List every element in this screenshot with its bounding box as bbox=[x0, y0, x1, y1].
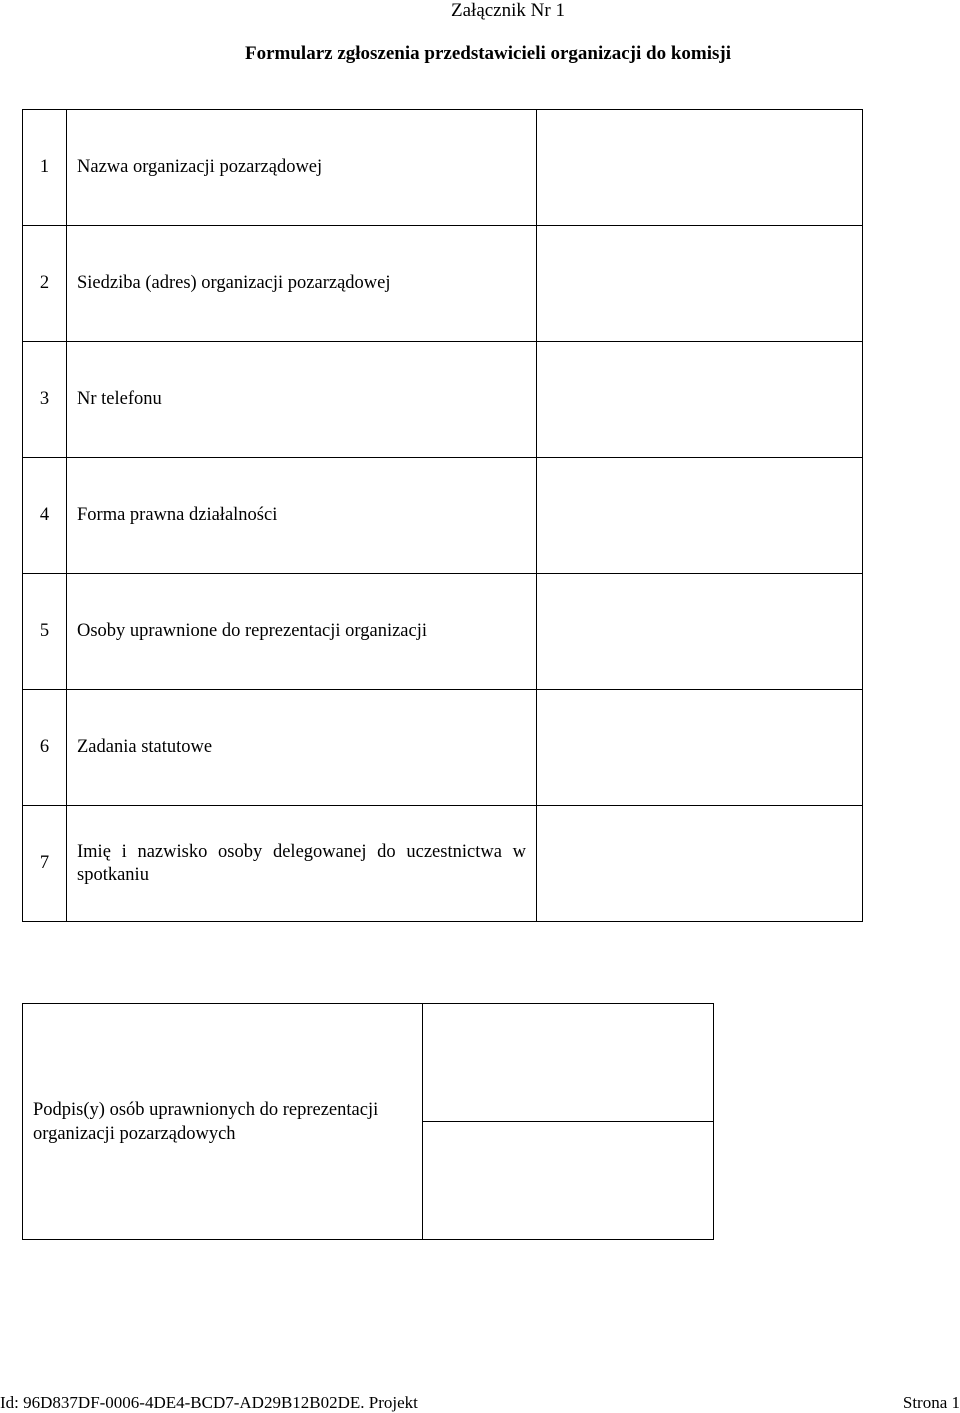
row-number: 3 bbox=[23, 342, 67, 458]
row-label: Forma prawna działalności bbox=[67, 458, 537, 574]
form-row-representatives bbox=[23, 574, 863, 690]
registration-form-table bbox=[22, 109, 863, 922]
form-row-delegate bbox=[23, 806, 863, 922]
row-number: 1 bbox=[23, 110, 67, 226]
row-label: Zadania statutowe bbox=[67, 690, 537, 806]
page-number: Strona 1 bbox=[902, 1393, 960, 1412]
row-label: Nazwa organizacji pozarządowej bbox=[67, 110, 537, 226]
row-number: 6 bbox=[23, 690, 67, 806]
signature-box-1[interactable] bbox=[423, 1004, 714, 1122]
row-label: Nr telefonu bbox=[67, 342, 537, 458]
row-number: 2 bbox=[23, 226, 67, 342]
form-title: Formularz zgłoszenia przedstawicieli organizacji do komisji bbox=[245, 43, 731, 64]
row-label: Osoby uprawnione do reprezentacji organizacji bbox=[67, 574, 537, 690]
signature-box-2[interactable] bbox=[423, 1122, 714, 1240]
form-row-organization-name bbox=[23, 110, 863, 226]
document-id: Id: 96D837DF-0006-4DE4-BCD7-AD29B12B02DE. Projekt bbox=[0, 1393, 418, 1412]
row-label: Imię i nazwisko osoby delegowanej do uczestnictwa w spotkaniu bbox=[67, 806, 537, 922]
representatives-field[interactable] bbox=[537, 574, 863, 690]
annex-label: Załącznik Nr 1 bbox=[451, 0, 565, 21]
row-number: 7 bbox=[23, 806, 67, 922]
form-row-phone bbox=[23, 342, 863, 458]
delegate-name-field[interactable] bbox=[537, 806, 863, 922]
phone-field[interactable] bbox=[537, 342, 863, 458]
row-number: 5 bbox=[23, 574, 67, 690]
organization-name-field[interactable] bbox=[537, 110, 863, 226]
row-label: Siedziba (adres) organizacji pozarządowej bbox=[67, 226, 537, 342]
signature-label: Podpis(y) osób uprawnionych do reprezentacji organizacji pozarządowych bbox=[23, 1004, 423, 1240]
organization-address-field[interactable] bbox=[537, 226, 863, 342]
form-row-legal-form bbox=[23, 458, 863, 574]
legal-form-field[interactable] bbox=[537, 458, 863, 574]
form-row-organization-address bbox=[23, 226, 863, 342]
form-row-statutory-tasks bbox=[23, 690, 863, 806]
signature-table bbox=[22, 1003, 714, 1240]
row-number: 4 bbox=[23, 458, 67, 574]
statutory-tasks-field[interactable] bbox=[537, 690, 863, 806]
